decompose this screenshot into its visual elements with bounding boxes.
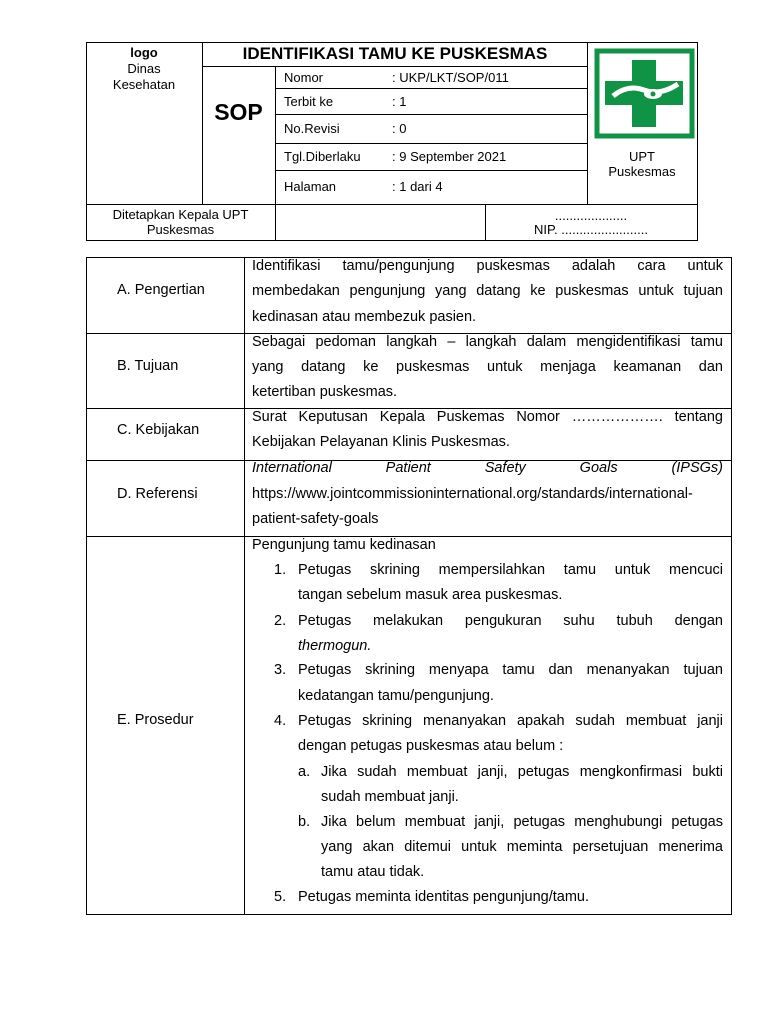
step-5-line-1: Petugas meminta identitas pengunjung/tamu. <box>298 889 589 905</box>
section-d-line-1: International Patient Safety Goals (IPSGs) <box>252 460 723 476</box>
section-c-line-1: Surat Keputusan Kepala Puskemas Nomor ………………. tentang <box>252 409 723 425</box>
step-2-line-1: Petugas melakukan pengukuran suhu tubuh dengan <box>298 613 723 629</box>
field-value-halaman: : 1 dari 4 <box>392 179 443 194</box>
field-label-halaman: Halaman <box>284 179 337 194</box>
sop-label: SOP <box>214 99 263 125</box>
step-3-line-1: Petugas skrining menyapa tamu dan menanyakan tujuan <box>298 662 723 678</box>
section-b-line-1: Sebagai pedoman langkah – langkah dalam mengidentifikasi tamu <box>252 334 723 350</box>
step-4b-line-1: Jika belum membuat janji, petugas menghubungi petugas <box>321 814 723 830</box>
section-a-line-2: membedakan pengunjung yang datang ke puskesmas untuk tujuan <box>252 283 723 299</box>
step-4-line-2: dengan petugas puskesmas atau belum : <box>298 738 564 754</box>
field-value-tgl: : 9 September 2021 <box>392 149 507 164</box>
field-value-revisi: : 0 <box>392 121 407 136</box>
section-d-line-2: https://www.jointcommissioninternational.org/standards/international- <box>252 486 693 502</box>
nip-line: NIP. ........................ <box>534 222 648 237</box>
puskesmas-label: Puskesmas <box>608 164 676 179</box>
step-4-number: 4. <box>274 713 287 729</box>
section-b-line-3: ketertiban puskesmas. <box>252 384 398 400</box>
upt-label: UPT <box>629 149 655 164</box>
step-2-number: 2. <box>274 613 287 629</box>
puskesmas-logo-icon <box>594 48 695 139</box>
kesehatan-label: Kesehatan <box>112 77 176 92</box>
step-4a-line-2: sudah membuat janji. <box>321 789 459 805</box>
signature-dots: .................... <box>554 208 628 223</box>
step-4b-line-3: tamu atau tidak. <box>321 864 425 880</box>
section-a-label: A. Pengertian <box>117 282 205 298</box>
section-c-label: C. Kebijakan <box>117 422 200 438</box>
step-4b-letter: b. <box>298 814 311 830</box>
step-1-line-1: Petugas skrining mempersilahkan tamu untuk mencuci <box>298 562 723 578</box>
field-label-terbit: Terbit ke <box>284 94 334 109</box>
field-label-revisi: No.Revisi <box>284 121 340 136</box>
field-label-nomor: Nomor <box>284 70 324 85</box>
section-b-label: B. Tujuan <box>117 358 179 374</box>
section-b-line-2: yang datang ke puskesmas untuk menjaga keamanan dan <box>252 359 723 375</box>
step-4b-line-2: yang akan ditemui untuk meminta persetujuan menerima <box>321 839 723 855</box>
step-3-number: 3. <box>274 662 287 678</box>
section-d-line-3: patient-safety-goals <box>252 511 379 527</box>
section-e-label: E. Prosedur <box>117 712 194 728</box>
section-e-intro: Pengunjung tamu kedinasan <box>252 537 436 553</box>
logo-label: logo <box>130 45 158 60</box>
step-1-number: 1. <box>274 562 287 578</box>
step-3-line-2: kedatangan tamu/pengunjung. <box>298 688 494 704</box>
section-a-line-3: kedinasan atau membezuk pasien. <box>252 309 477 325</box>
section-d-label: D. Referensi <box>117 486 198 502</box>
field-value-nomor: : UKP/LKT/SOP/011 <box>392 70 509 85</box>
step-4-line-1: Petugas skrining menanyakan apakah sudah membuat janji <box>298 713 723 729</box>
field-value-terbit: : 1 <box>392 94 407 109</box>
section-c-line-2: Kebijakan Pelayanan Klinis Puskesmas. <box>252 434 510 450</box>
step-2-line-2: thermogun. <box>298 638 372 654</box>
section-a-line-1: Identifikasi tamu/pengunjung puskesmas adalah cara untuk <box>252 258 723 274</box>
field-label-tgl: Tgl.Diberlaku <box>284 149 361 164</box>
ditetapkan-line1: Ditetapkan Kepala UPT <box>112 207 249 222</box>
step-4a-letter: a. <box>298 764 311 780</box>
step-4a-line-1: Jika sudah membuat janji, petugas mengkonfirmasi bukti <box>321 764 723 780</box>
document-title: IDENTIFIKASI TAMU KE PUSKESMAS <box>242 44 548 63</box>
ditetapkan-line2: Puskesmas <box>146 222 215 237</box>
step-1-line-2: tangan sebelum masuk area puskesmas. <box>298 587 563 603</box>
dinas-label: Dinas <box>127 61 161 76</box>
step-5-number: 5. <box>274 889 287 905</box>
